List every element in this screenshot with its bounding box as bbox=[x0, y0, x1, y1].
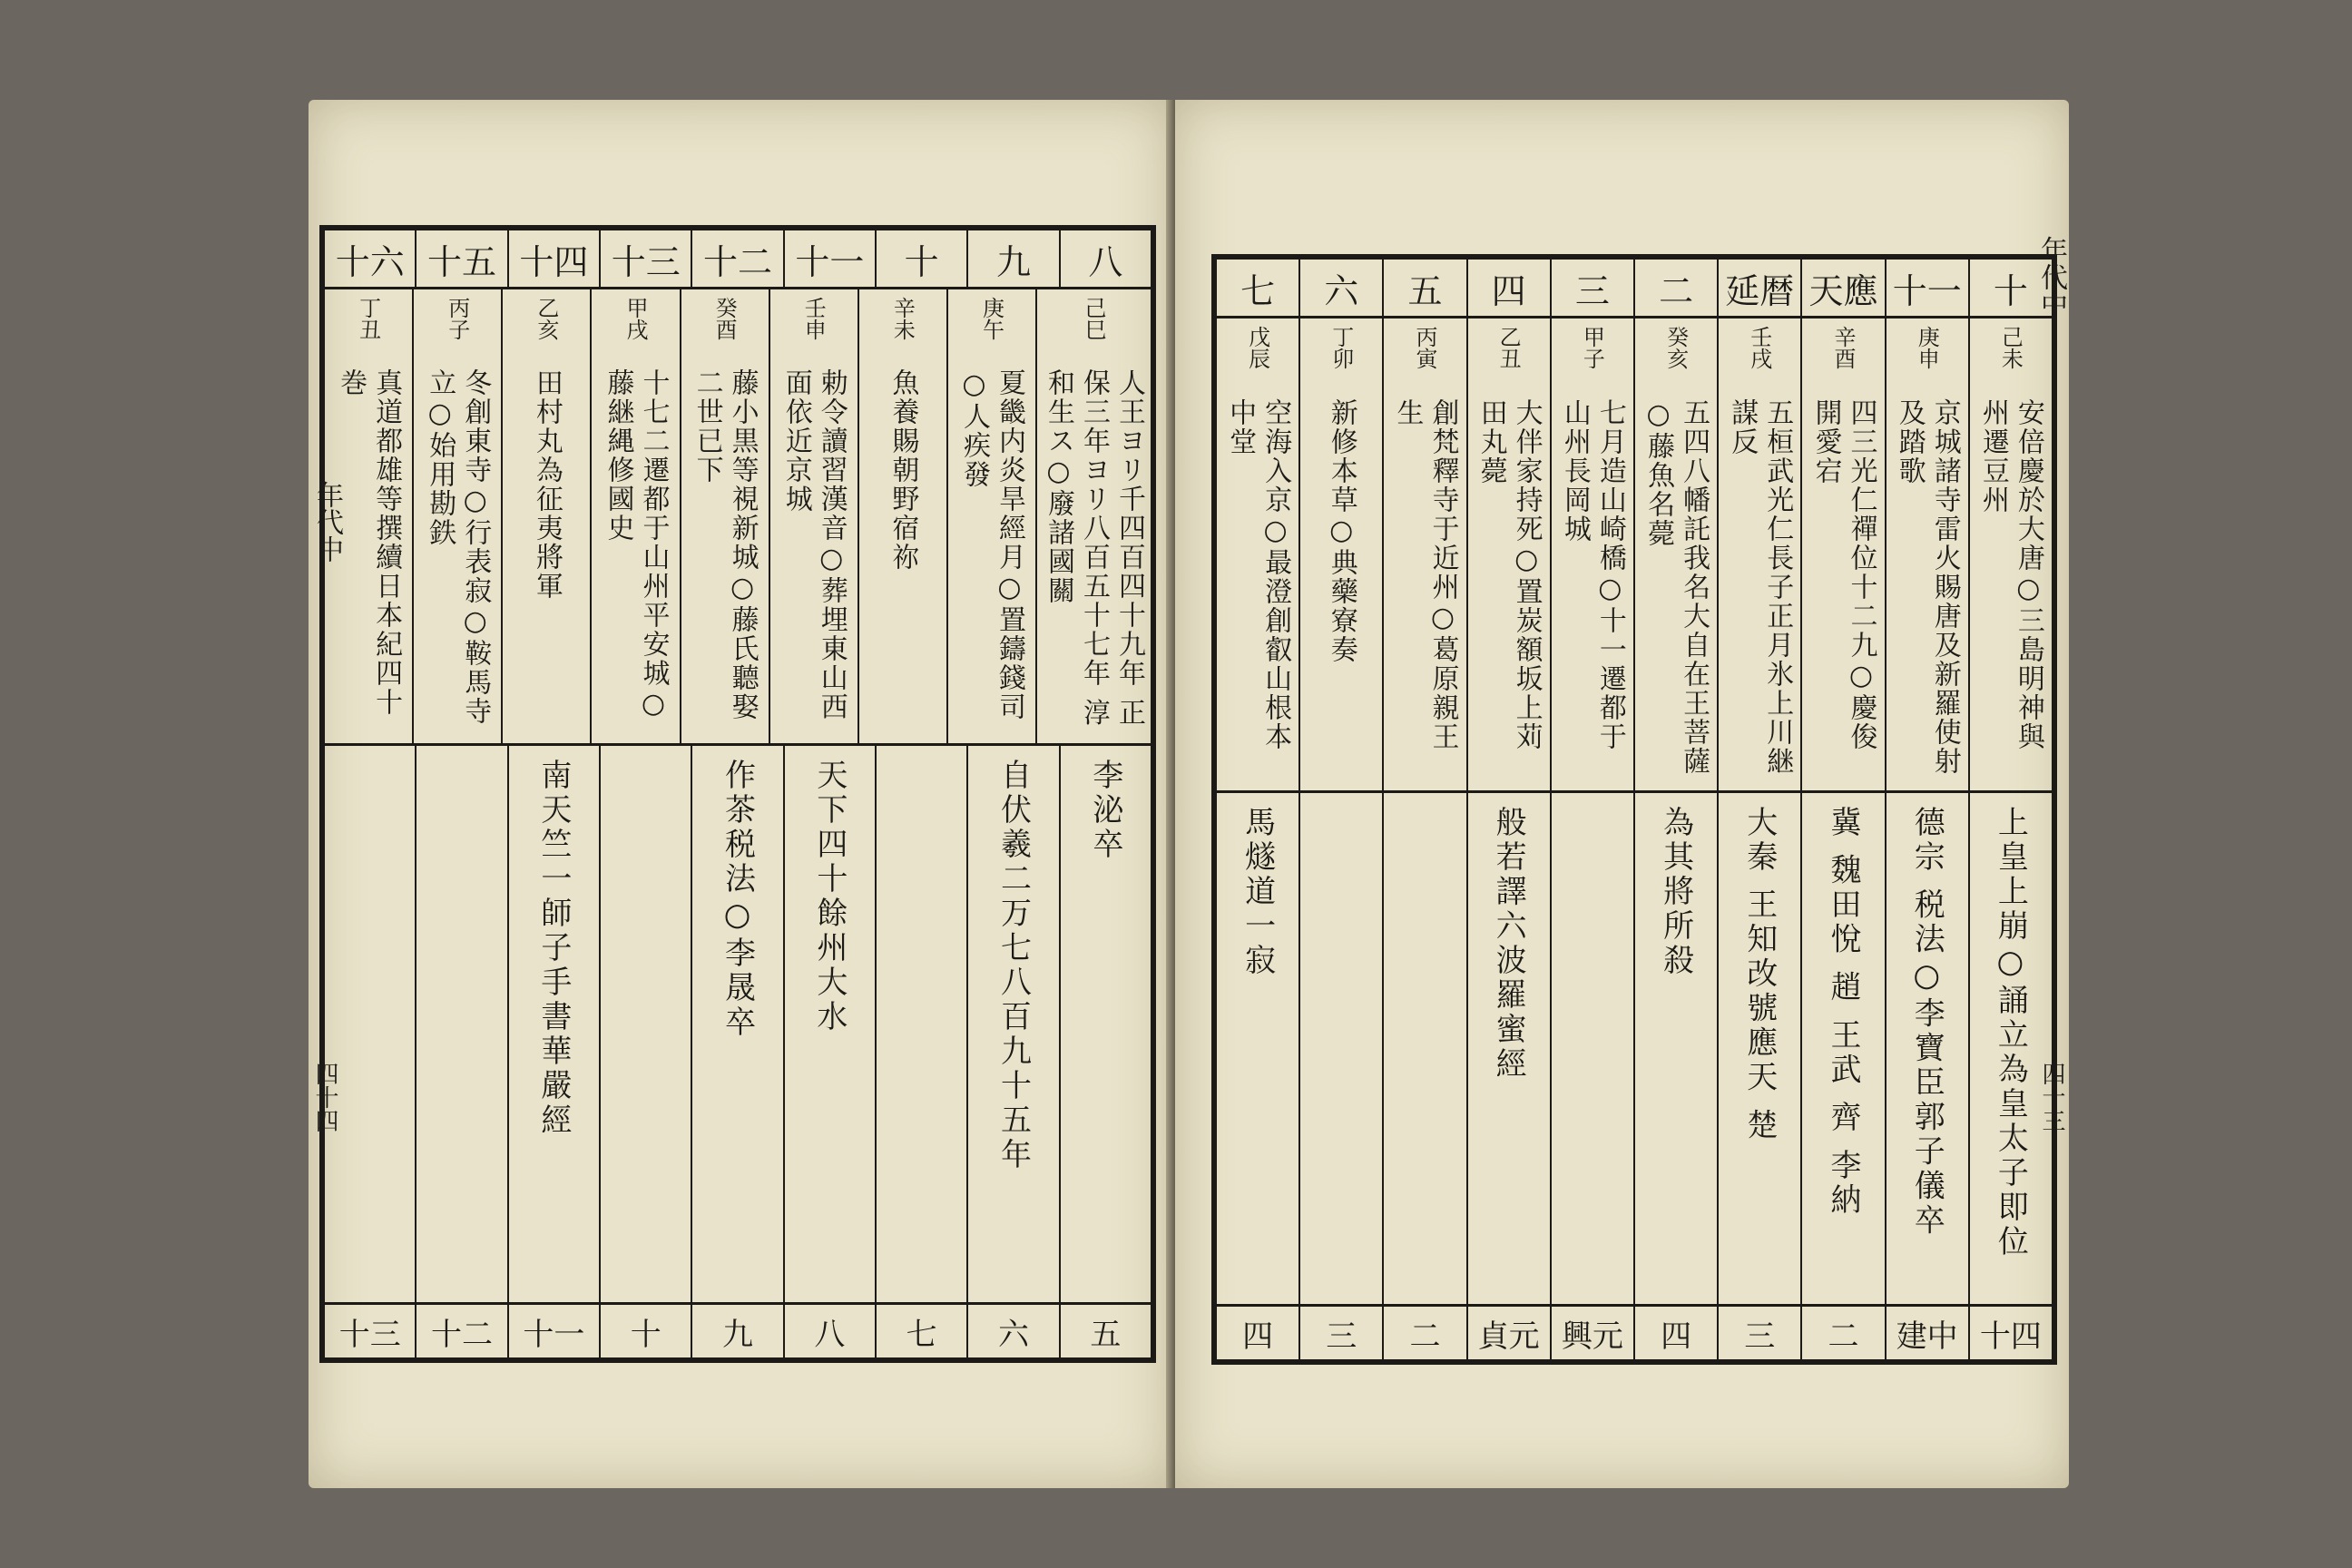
year-entry: 夏畿内炎旱經月○置鑄錢司○人疾發 bbox=[957, 368, 1025, 721]
header-cell: 延暦 bbox=[1717, 260, 1800, 316]
header-cell: 十五 bbox=[415, 230, 506, 287]
header-cell: 天應 bbox=[1800, 260, 1884, 316]
lower-column bbox=[1633, 793, 1717, 1304]
header-cell: 七 bbox=[1240, 270, 1276, 311]
header-cell: 三 bbox=[1550, 260, 1633, 316]
year-entry: 大伴家持死○置炭額坂上苅田丸薨 bbox=[1475, 398, 1543, 751]
lower-column bbox=[966, 746, 1058, 1302]
cyclical-year: 癸亥 bbox=[1662, 326, 1689, 369]
lower-entry: 作茶税法○李晟卒 bbox=[719, 759, 756, 1040]
footer-cell: 十二 bbox=[415, 1305, 506, 1357]
year-entry: 十七二遷都于山州平安城○藤継縄修國史 bbox=[602, 368, 670, 721]
header-cell: 四 bbox=[1466, 260, 1550, 316]
header-cell: 五 bbox=[1382, 260, 1465, 316]
year-column bbox=[680, 289, 769, 743]
lower-entry: 南天竺一師子手書華嚴經 bbox=[534, 759, 572, 1138]
year-column bbox=[412, 289, 501, 743]
header-cell: 十一 bbox=[1885, 260, 1968, 316]
cyclical-year: 甲戌 bbox=[622, 297, 648, 340]
lower-entry: 馬燧道一寂 bbox=[1239, 806, 1276, 978]
lower-column bbox=[415, 746, 506, 1302]
year-column bbox=[1466, 318, 1550, 790]
year-column bbox=[1298, 318, 1382, 790]
lower-column bbox=[1382, 793, 1465, 1304]
lower-entry: 德宗 税法○李寶臣郭子儀卒 bbox=[1908, 806, 1945, 1239]
footer-cell: 貞元 bbox=[1466, 1307, 1550, 1359]
year-column bbox=[1382, 318, 1465, 790]
year-column bbox=[325, 289, 412, 743]
lower-entry: 為其將所殺 bbox=[1657, 806, 1694, 978]
header-cell: 十 bbox=[1968, 260, 2052, 316]
footer-cell: 六 bbox=[966, 1305, 1058, 1357]
right-side-label: 年代中 bbox=[2035, 236, 2067, 318]
year-column bbox=[1550, 318, 1633, 790]
year-entry: 四三光仁禪位十二九○慶俊開愛宕 bbox=[1809, 398, 1877, 751]
cyclical-year: 壬戌 bbox=[1746, 326, 1772, 369]
footer-cell: 興元 bbox=[1550, 1307, 1633, 1359]
left-upper-section bbox=[325, 289, 1151, 746]
left-footer-row bbox=[325, 1302, 1151, 1357]
year-column bbox=[946, 289, 1035, 743]
lower-column bbox=[691, 746, 782, 1302]
year-column bbox=[769, 289, 858, 743]
year-column bbox=[858, 289, 946, 743]
left-header-row bbox=[325, 230, 1151, 289]
cyclical-year: 己未 bbox=[1997, 326, 2024, 369]
footer-cell: 十三 bbox=[338, 1316, 401, 1353]
lower-column bbox=[1717, 793, 1800, 1304]
lower-entry: 天下四十餘州大水 bbox=[810, 759, 848, 1034]
year-entry: 五四八幡託我名大自在王菩薩○藤魚名薨 bbox=[1642, 398, 1710, 776]
footer-cell: 三 bbox=[1298, 1307, 1382, 1359]
year-entry: 安倍慶於大唐○三島明神與州遷豆州 bbox=[1976, 398, 2044, 751]
left-table bbox=[319, 225, 1156, 1363]
cyclical-year: 丁卯 bbox=[1328, 326, 1354, 369]
right-header-row bbox=[1217, 260, 2052, 318]
year-column bbox=[1633, 318, 1717, 790]
header-cell: 九 bbox=[966, 230, 1058, 287]
footer-cell: 五 bbox=[1059, 1305, 1151, 1357]
left-side-label: 年代中 bbox=[311, 481, 343, 563]
year-entry: 冬創東寺○行表寂○鞍馬寺立○始用勘鉄 bbox=[424, 368, 492, 726]
year-column bbox=[1885, 318, 1968, 790]
year-entry: 空海入京○最澄創叡山根本中堂 bbox=[1224, 398, 1292, 751]
cyclical-year: 辛未 bbox=[889, 297, 916, 340]
year-entry: 京城諸寺雷火賜唐及新羅使射及踏歌 bbox=[1893, 398, 1961, 776]
year-column bbox=[1968, 318, 2052, 790]
footer-cell: 十 bbox=[599, 1305, 691, 1357]
cyclical-year: 乙亥 bbox=[533, 297, 559, 340]
cyclical-year: 乙丑 bbox=[1495, 326, 1522, 369]
footer-cell: 十四 bbox=[1968, 1307, 2052, 1359]
header-cell: 十一 bbox=[783, 230, 875, 287]
left-page-number: 四十四 bbox=[311, 1062, 338, 1132]
year-entry: 真道都雄等撰續日本紀四十巻 bbox=[335, 368, 403, 717]
footer-cell: 四 bbox=[1242, 1318, 1274, 1355]
year-column bbox=[590, 289, 679, 743]
header-cell: 六 bbox=[1298, 260, 1382, 316]
lower-entry: 李泌卒 bbox=[1086, 759, 1123, 862]
right-page bbox=[1175, 100, 2069, 1488]
lower-column bbox=[1059, 746, 1151, 1302]
lower-column bbox=[1298, 793, 1382, 1304]
header-cell: 十三 bbox=[599, 230, 691, 287]
header-cell: 十 bbox=[875, 230, 966, 287]
footer-cell: 四 bbox=[1633, 1307, 1717, 1359]
header-cell: 十四 bbox=[507, 230, 599, 287]
lower-entry: 般若譯六波羅蜜經 bbox=[1490, 806, 1527, 1082]
lower-column bbox=[1885, 793, 1968, 1304]
header-cell: 十六 bbox=[335, 241, 405, 282]
cyclical-year: 壬申 bbox=[800, 297, 827, 340]
year-column bbox=[1217, 318, 1298, 790]
cyclical-year: 辛酉 bbox=[1829, 326, 1856, 369]
footer-cell: 八 bbox=[783, 1305, 875, 1357]
cyclical-year: 丁丑 bbox=[355, 297, 381, 340]
lower-entry: 冀 魏田悅 趙 王武 齊 李納 bbox=[1824, 806, 1861, 1219]
cyclical-year: 丙寅 bbox=[1411, 326, 1437, 369]
year-entry: 藤小黒等視新城○藤氏聽娶二世已下 bbox=[691, 368, 759, 721]
lower-column bbox=[325, 746, 415, 1302]
footer-cell: 十一 bbox=[507, 1305, 599, 1357]
header-cell: 十二 bbox=[691, 230, 782, 287]
cyclical-year: 癸酉 bbox=[711, 297, 738, 340]
cyclical-year: 甲子 bbox=[1579, 326, 1605, 369]
cyclical-year: 庚午 bbox=[978, 297, 1004, 340]
footer-cell: 二 bbox=[1382, 1307, 1465, 1359]
lower-column bbox=[507, 746, 599, 1302]
right-upper-section bbox=[1217, 318, 2052, 793]
year-entry: 新修本草○典藥寮奏 bbox=[1325, 398, 1357, 664]
left-page bbox=[309, 100, 1171, 1488]
right-footer-row bbox=[1217, 1304, 2052, 1359]
year-column bbox=[1800, 318, 1884, 790]
year-entry: 魚養賜朝野宿祢 bbox=[887, 368, 919, 572]
lower-column bbox=[1466, 793, 1550, 1304]
lower-column bbox=[1800, 793, 1884, 1304]
lower-entry: 上皇上崩○誦立為皇太子即位 bbox=[1992, 806, 2029, 1259]
cyclical-year: 己巳 bbox=[1081, 297, 1106, 340]
cyclical-year: 庚申 bbox=[1914, 326, 1940, 369]
year-entry: 創梵釋寺于近州○葛原親王生 bbox=[1391, 398, 1459, 751]
year-entry: 五桓武光仁長子正月氷上川継謀反 bbox=[1726, 398, 1794, 776]
open-book bbox=[309, 100, 2069, 1488]
year-entry: 人王ヨリ千四百四十九年 正保三年ヨリ八百五十七年 淳和生ス○廢諸國關 bbox=[1043, 368, 1145, 728]
lower-column bbox=[1550, 793, 1633, 1304]
footer-cell: 七 bbox=[875, 1305, 966, 1357]
cyclical-year: 戊辰 bbox=[1244, 326, 1270, 369]
year-column bbox=[501, 289, 590, 743]
lower-entry: 自伏羲二万七八百九十五年 bbox=[995, 759, 1032, 1172]
lower-entry: 大秦 王知改號應天 楚 bbox=[1740, 806, 1778, 1143]
year-column bbox=[1717, 318, 1800, 790]
footer-cell: 二 bbox=[1800, 1307, 1884, 1359]
right-table bbox=[1211, 254, 2057, 1365]
year-entry: 勅令讀習漢音○葬埋東山西面依近京城 bbox=[779, 368, 848, 721]
lower-column bbox=[1217, 793, 1298, 1304]
footer-cell: 三 bbox=[1717, 1307, 1800, 1359]
header-cell: 二 bbox=[1633, 260, 1717, 316]
footer-cell: 九 bbox=[691, 1305, 782, 1357]
left-lower-section bbox=[325, 746, 1151, 1302]
lower-column bbox=[599, 746, 691, 1302]
footer-cell: 建中 bbox=[1885, 1307, 1968, 1359]
year-column bbox=[1035, 289, 1151, 743]
lower-column bbox=[783, 746, 875, 1302]
lower-column bbox=[1968, 793, 2052, 1304]
right-lower-section bbox=[1217, 793, 2052, 1304]
lower-column bbox=[875, 746, 966, 1302]
header-cell: 八 bbox=[1059, 230, 1151, 287]
cyclical-year: 丙子 bbox=[444, 297, 470, 340]
year-entry: 七月造山崎橋○十一遷都于山州長岡城 bbox=[1558, 398, 1626, 751]
year-entry: 田村丸為征夷將軍 bbox=[530, 368, 563, 601]
right-page-number: 四十三 bbox=[2038, 1062, 2065, 1132]
